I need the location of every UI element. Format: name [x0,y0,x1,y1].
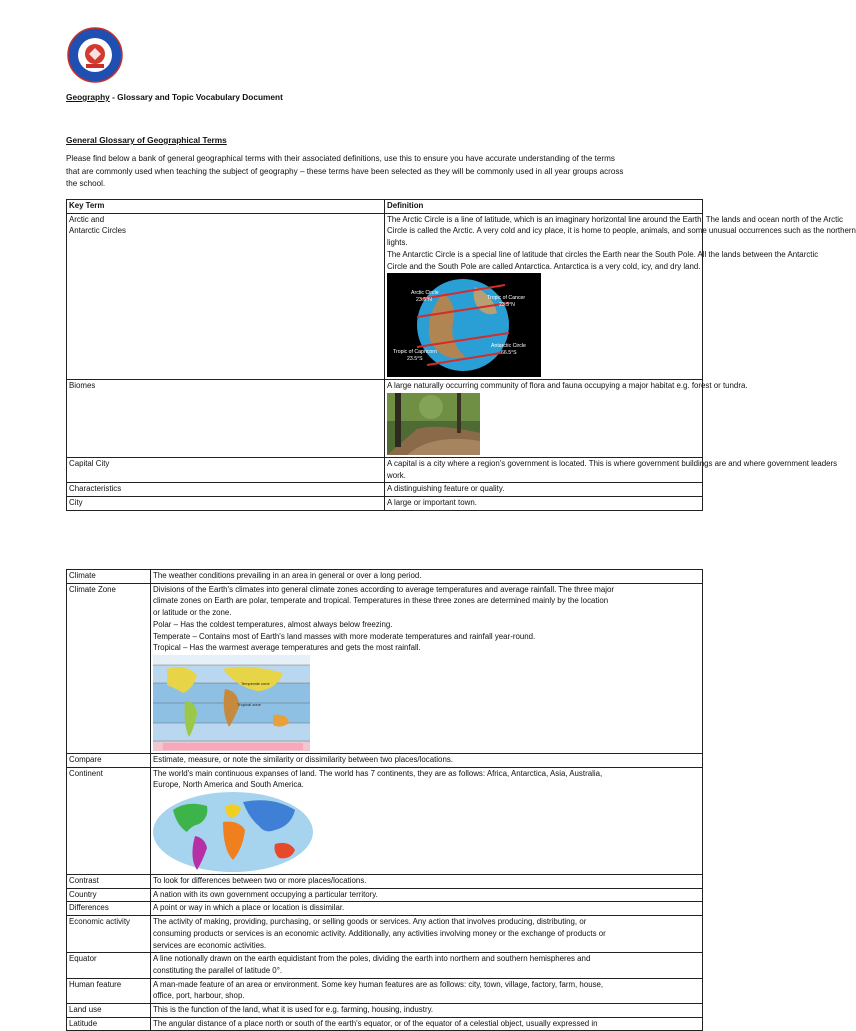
definition-text: Circle is called the Arctic. A very cold and icy place, it is home to people, animals, and some unusual occurrences such as the northern [387,226,856,236]
definition-text: or latitude or the zone. [153,608,232,618]
header-key-term: Key Term [67,200,385,214]
term-cell: Human feature [67,978,151,1003]
definition-cell [385,457,838,482]
definition-cell [151,953,703,978]
intro-line: the school. [66,179,106,189]
map-label-tropical: Tropical zone [237,701,261,707]
table-row [67,213,703,380]
definition-cell: Estimate, measure, or note the similarity or dissimilarity between two places/locations. [151,753,703,767]
definition-text: office, port, harbour, shop. [153,991,245,1001]
definition-text: services are economic activities. [153,940,267,950]
definition-text: climate zones on Earth are polar, temperate and tropical. Temperatures in these three zones are determined mainly by the location [153,596,609,606]
definition-cell [151,767,703,874]
definition-cell: The weather conditions prevailing in an area in general or over a long period. [151,570,703,584]
term-cell: Climate [67,570,151,584]
table-row [67,916,703,953]
definition-text: Tropical – Has the warmest average temperatures and gets the most rainfall. [153,643,421,653]
intro-line: that are commonly used when teaching the subject of geography – these terms have been selected as they will be commonly used in all year groups across [66,166,624,176]
table-row [67,483,703,497]
label-capricorn: Tropic of Capricorn [393,349,437,356]
glossary-table-2 [66,569,703,1031]
definition-cell [151,916,703,953]
table-row [67,497,703,511]
table-row [67,457,703,482]
definition-text: Circle and the South Pole are called Antarctica. Antarctica is a very cold, icy, and dry land. [387,261,701,271]
term-cell: Biomes [67,380,385,458]
definition-text: The Antarctic Circle is a special line of latitude that circles the Earth near the South Pole. All the lands between the Antarctic [387,249,819,259]
definition-cell: To look for differences between two or more places/locations. [151,875,703,889]
school-logo [67,27,123,83]
intro-line: Please find below a bank of general geographical terms with their associated definitions, use this to ensure you have accurate understanding of the terms [66,154,615,163]
definition-cell: A point or way in which a place or location is dissimilar. [151,902,703,916]
definition-cell [385,213,856,380]
definition-cell: A large or important town. [385,497,703,511]
table-row [67,953,703,978]
table-row [67,1004,703,1018]
label-antarctic: Antarctic Circle [491,343,526,350]
definition-text: A line notionally drawn on the earth equidistant from the poles, dividing the earth into northern and southern hemispheres and [153,954,591,964]
section-title: General Glossary of Geographical Terms [66,135,227,145]
label-antarctic-deg: 66.5°S [501,350,517,357]
title-rest: - Glossary and Topic Vocabulary Document [109,92,283,102]
term-cell: Land use [67,1004,151,1018]
forest-photo [387,393,480,455]
term-cell: Latitude [67,1017,151,1031]
definition-text: lights. [387,238,408,248]
term-cell [67,213,385,380]
term-text: Arctic and [69,214,105,224]
term-cell: Contrast [67,875,151,889]
table-row [67,978,703,1003]
definition-text: The activity of making, providing, purchasing, or selling goods or services. Any action that involves producing, distributing, or [153,917,587,927]
header-definition: Definition [385,200,703,214]
intro-paragraph [66,153,706,191]
definition-cell: The angular distance of a place north or south of the earth's equator, or of the equator of a celestial object, usually expressed in [151,1017,703,1031]
definition-text: Polar – Has the coldest temperatures, almost always below freezing. [153,619,393,629]
document-title [66,92,283,102]
term-text: Antarctic Circles [69,226,126,236]
definition-text: constituting the parallel of latitude 0°. [153,965,283,975]
table-row [67,767,703,874]
term-cell: Differences [67,902,151,916]
table-header-row [67,200,703,214]
table-row [67,380,703,458]
term-cell: Country [67,888,151,902]
term-cell: Capital City [67,457,385,482]
definition-text: Divisions of the Earth's climates into general climate zones according to average temperatures and average rainfall. The three major [153,584,615,594]
table-row [67,1017,703,1031]
glossary-table-1 [66,199,856,511]
definition-text: A man-made feature of an area or environment. Some key human features are as follows: city, town, village, factory, farm, house, [153,979,604,989]
term-cell: Equator [67,953,151,978]
definition-cell: A distinguishing feature or quality. [385,483,703,497]
term-cell: Compare [67,753,151,767]
table-row [67,753,703,767]
term-cell: Economic activity [67,916,151,953]
definition-cell: This is the function of the land, what it is used for e.g. farming, housing, industry. [151,1004,703,1018]
definition-text: The world's main continuous expanses of land. The world has 7 continents, they are as follows: Africa, Antarctica, Asia, Australia, [153,768,603,778]
table-row [67,583,703,753]
term-cell: Characteristics [67,483,385,497]
label-cancer: Tropic of Cancer [487,295,526,302]
definition-cell [385,380,748,458]
definition-text: A capital is a city where a region's government is located. This is where government buildings are and where government leaders [387,458,838,468]
term-cell: Climate Zone [67,583,151,753]
definition-text: Temperate – Contains most of Earth's land masses with more moderate temperatures and rainfall year-round. [153,631,536,641]
table-row [67,902,703,916]
climate-zone-map [153,655,310,751]
table-row [67,875,703,889]
label-cancer-deg: 23.5°N [499,302,515,309]
continents-map [153,792,313,872]
table-row [67,888,703,902]
table-row [67,570,703,584]
definition-text: consuming products or services is an economic activity. Additionally, any activities involving money or the exchange of products or [153,928,606,938]
definition-text: The Arctic Circle is a line of latitude, which is an imaginary horizontal line around the Earth. The lands and ocean north of the Arctic [387,214,844,224]
label-arctic-deg: 23.5°N [416,297,432,304]
definition-text: Europe, North America and South America. [153,780,304,790]
label-capricorn-deg: 23.5°S [407,356,423,363]
term-cell: Continent [67,767,151,874]
definition-text: work. [387,470,406,480]
earth-latitude-image [387,273,541,377]
definition-text: A large naturally occurring community of flora and fauna occupying a major habitat e.g. forest or tundra. [387,381,748,391]
term-cell: City [67,497,385,511]
title-subject: Geography [66,92,110,102]
map-label-temperate: Temperate zone [241,680,270,686]
label-arctic: Arctic Circle [411,290,439,297]
definition-cell: A nation with its own government occupying a particular territory. [151,888,703,902]
definition-cell [151,978,703,1003]
definition-cell [151,583,703,753]
